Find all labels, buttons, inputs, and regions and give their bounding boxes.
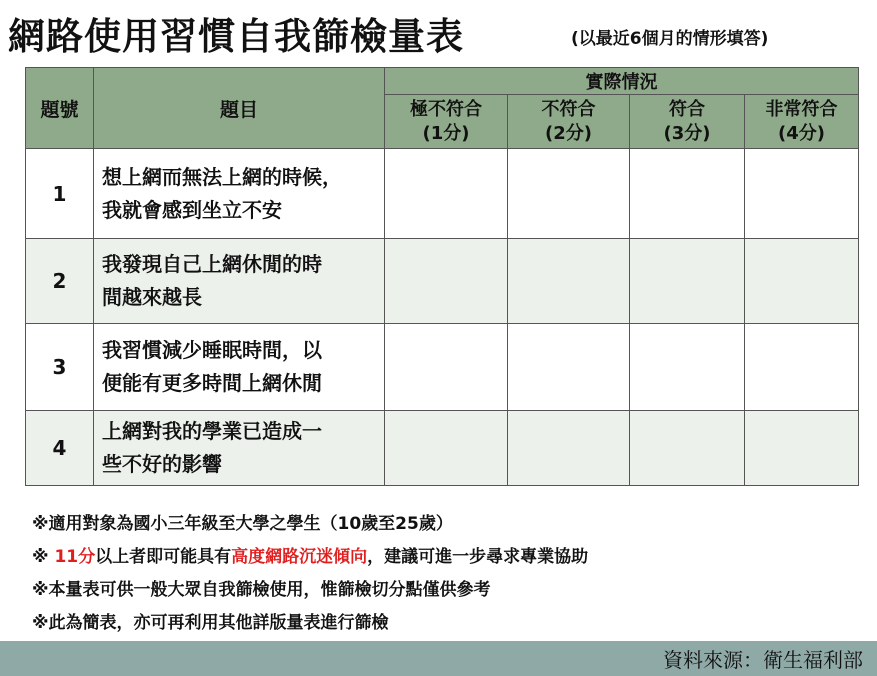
answer-cell-2[interactable] [508,239,630,324]
header-option-2 [508,95,630,149]
answer-cell-1[interactable] [385,411,508,486]
header-option-1 [385,95,508,149]
question-number: 4 [26,411,94,486]
question-text [94,411,385,486]
question-number: 3 [26,324,94,411]
table-row [26,411,859,486]
question-line: 我就會感到坐立不安 [102,197,282,222]
page-subtitle: (以最近6個月的情形填答) [571,29,769,49]
header-item: 題目 [94,68,385,149]
answer-cell-3[interactable] [630,324,745,411]
note-threshold [32,541,588,574]
header-actual-situation: 實際情況 [385,68,859,95]
question-text [94,149,385,239]
note-short-form: ※此為簡表，亦可再利用其他詳版量表進行篩檢 [32,613,389,633]
option-score: (3分) [663,122,711,144]
option-label: 不符合 [541,98,596,120]
answer-cell-4[interactable] [745,411,859,486]
option-score: (2分) [545,122,592,144]
option-score: (4分) [778,122,825,144]
question-line: 些不好的影響 [102,452,222,476]
table-row [26,324,859,411]
cutoff-score: 11分 [54,547,96,567]
option-label: 符合 [669,98,705,120]
question-line: 上網對我的學業已造成一 [102,419,322,443]
answer-cell-3[interactable] [630,411,745,486]
notes-section [32,508,588,640]
question-line: 便能有更多時間上網休閒 [102,371,322,395]
footer-bar [0,641,877,676]
answer-cell-4[interactable] [745,239,859,324]
answer-cell-4[interactable] [745,149,859,239]
answer-cell-4[interactable] [745,324,859,411]
data-source: 資料來源：衛生福利部 [663,648,863,672]
option-score: (1分) [422,122,470,144]
note-target-audience: ※適用對象為國小三年級至大學之學生（10歲至25歲） [32,514,453,534]
note-prefix: ※ [32,547,55,567]
option-label: 極不符合 [410,98,482,120]
note-text: 以上者即可能具有 [95,547,232,567]
answer-cell-1[interactable] [385,149,508,239]
question-line: 我習慣減少睡眠時間，以 [102,338,322,362]
question-line: 我發現自己上網休閒的時 [102,252,322,276]
addiction-tendency-highlight: 高度網路沉迷傾向 [231,547,368,567]
question-text [94,324,385,411]
question-line: 間越來越長 [102,285,202,309]
header-number: 題號 [26,68,94,149]
option-label: 非常符合 [765,98,838,120]
table-row [26,149,859,239]
table-row [26,239,859,324]
question-line: 想上網而無法上網的時候， [102,164,342,189]
question-text [94,239,385,324]
answer-cell-1[interactable] [385,324,508,411]
question-number: 1 [26,149,94,239]
header-option-3 [630,95,745,149]
answer-cell-3[interactable] [630,239,745,324]
answer-cell-2[interactable] [508,149,630,239]
answer-cell-2[interactable] [508,324,630,411]
page-title: 網路使用習慣自我篩檢量表 [8,15,464,58]
answer-cell-1[interactable] [385,239,508,324]
answer-cell-3[interactable] [630,149,745,239]
screening-table [25,67,859,486]
note-usage: ※本量表可供一般大眾自我篩檢使用，惟篩檢切分點僅供參考 [32,580,491,600]
answer-cell-2[interactable] [508,411,630,486]
note-text: ，建議可進一步尋求專業協助 [367,547,589,567]
question-number: 2 [26,239,94,324]
header-option-4 [745,95,859,149]
